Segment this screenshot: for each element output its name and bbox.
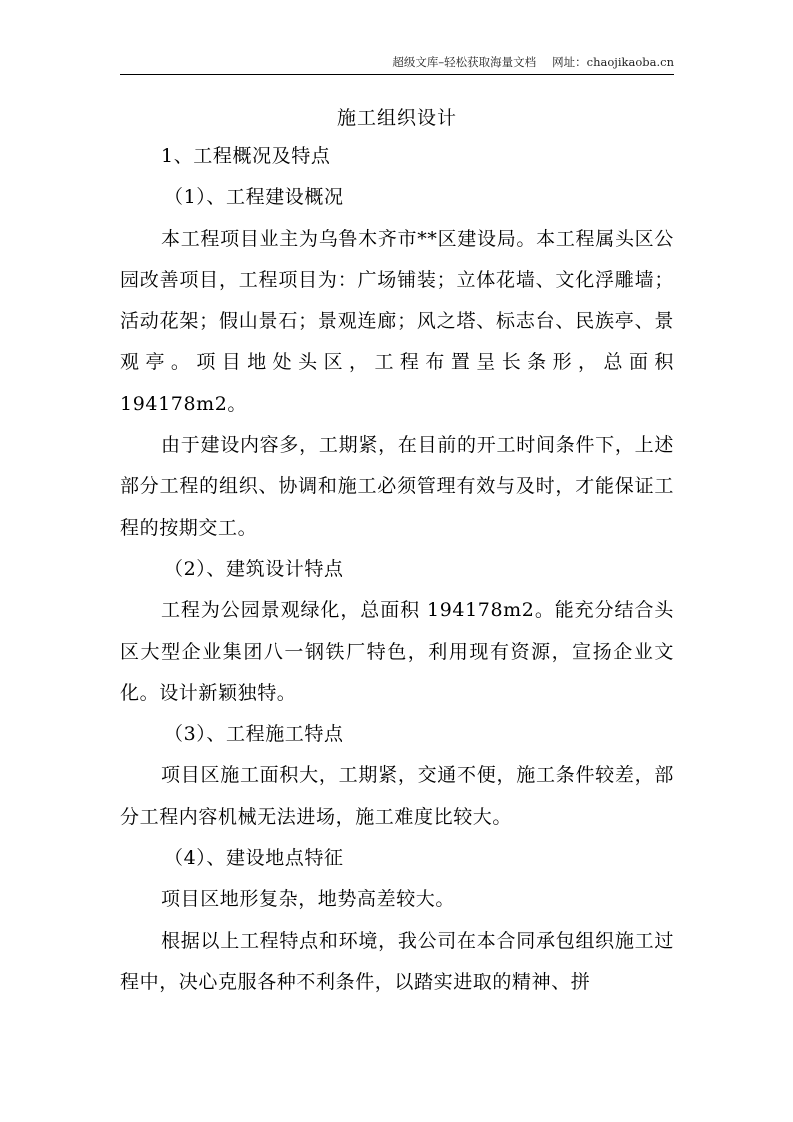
subsection-heading-4: （4）、建设地点特征 — [164, 847, 344, 870]
site-slogan: 超级文库–轻松获取海量文档 — [392, 55, 537, 69]
paragraph: 项目区地形复杂，地势高差较大。 — [161, 888, 456, 911]
site-url[interactable]: chaojikaoba.cn — [586, 55, 674, 69]
subsection-heading-1: （1）、工程建设概况 — [164, 186, 344, 209]
page-header — [120, 53, 674, 75]
document-body — [120, 100, 674, 1003]
paragraph: 本工程项目业主为乌鲁木齐市**区建设局。本工程属头区公园改善项目，工程项目为：广场铺装；立体花墙、文化浮雕墙；活动花架；假山景石；景观连廊；风之塔、标志台、民族亭、景观亭。项目地处头区，工程布置呈长条形，总面积 194178m2。 — [120, 227, 674, 415]
document-title: 施工组织设计 — [336, 107, 457, 129]
paragraph: 根据以上工程特点和环境，我公司在本合同承包组织施工过程中，决心克服各种不利条件，以踏实进取的精神、拼 — [120, 929, 674, 993]
url-label: 网址： — [552, 55, 587, 69]
section-heading-1: 1、工程概况及特点 — [161, 145, 331, 167]
header-text — [392, 55, 674, 69]
paragraph: 项目区施工面积大，工期紧，交通不便，施工条件较差，部分工程内容机械无法进场，施工难度比较大。 — [120, 764, 674, 828]
paragraph: 由于建设内容多，工期紧，在目前的开工时间条件下，上述部分工程的组织、协调和施工必须管理有效与及时，才能保证工程的按期交工。 — [120, 434, 674, 539]
subsection-heading-3: （3）、工程施工特点 — [164, 723, 344, 746]
paragraph: 工程为公园景观绿化，总面积 194178m2。能充分结合头区大型企业集团八一钢铁厂特色，利用现有资源，宣扬企业文化。设计新颖独特。 — [120, 599, 674, 704]
subsection-heading-2: （2）、建筑设计特点 — [164, 557, 344, 580]
